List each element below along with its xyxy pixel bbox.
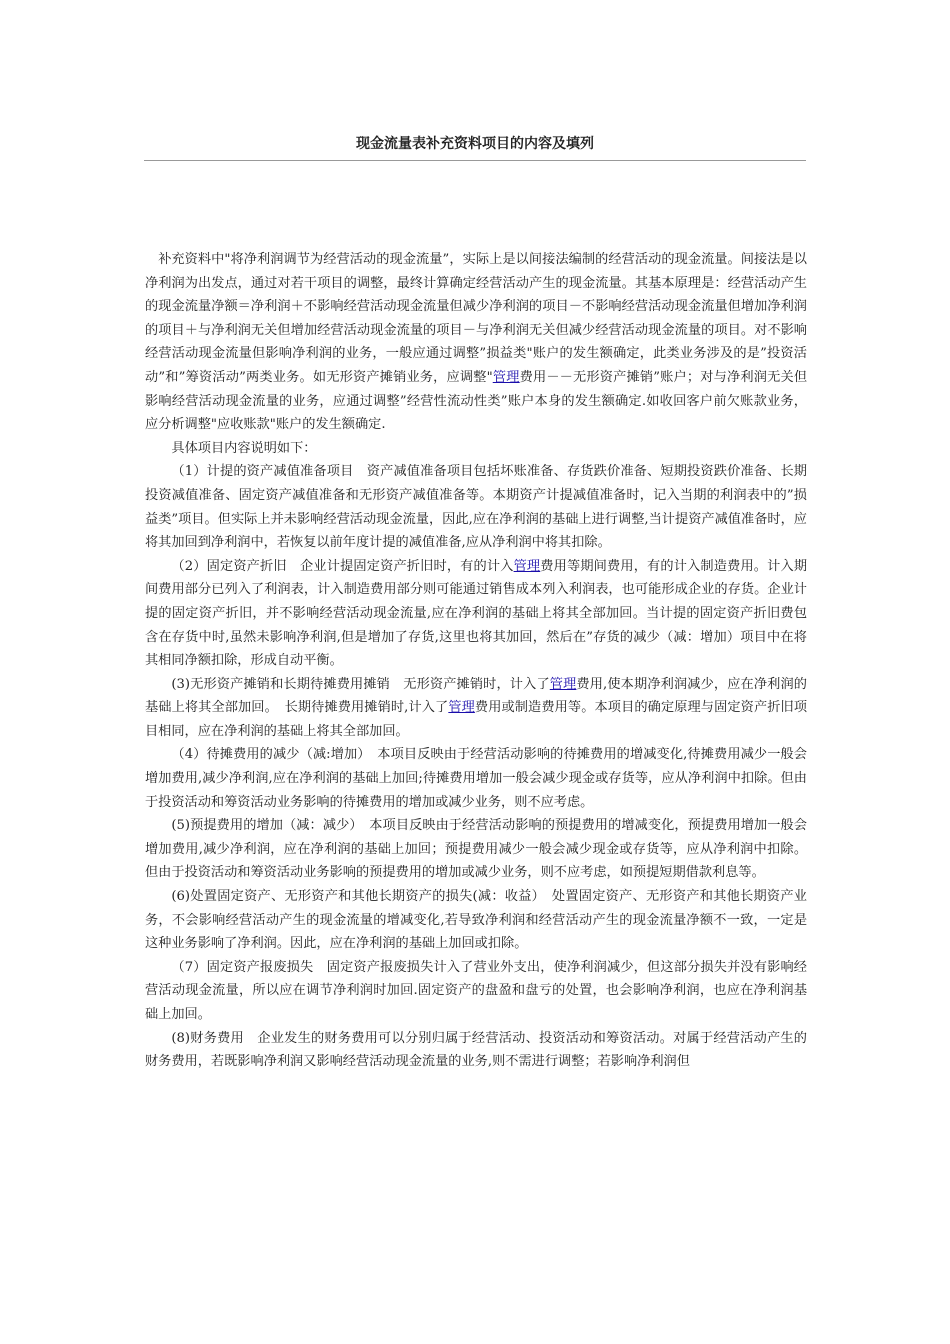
paragraph-text: （2）固定资产折旧 企业计提固定资产折旧时，有的计入 [171, 558, 514, 574]
management-link[interactable]: 管理 [513, 558, 541, 574]
paragraph-item-2 [145, 555, 807, 673]
paragraph-item-3 [145, 673, 807, 744]
document-body [145, 248, 807, 1074]
paragraph-text: 费用,使本期净利润减少，应在净利润的基础上将其全部加回。 长期待摊费用摊销时,计入了 [145, 676, 807, 716]
paragraph-text: (3)无形资产摊销和长期待摊费用摊销 无形资产摊销时，计入了 [171, 676, 550, 692]
paragraph-intro [145, 248, 807, 437]
management-link[interactable]: 管理 [549, 676, 577, 692]
paragraph-item-8: (8)财务费用 企业发生的财务费用可以分别归属于经营活动、投资活动和筹资活动。对属于经营活动产生的财务费用，若既影响净利润又影响经营活动现金流量的业务,则不需进行调整；若影响净利润但 [145, 1030, 807, 1070]
paragraph-text: 补充资料中"将净利润调节为经营活动的现金流量”，实际上是以间接法编制的经营活动的现金流量。间接法是以净利润为出发点，通过对若干项目的调整，最终计算确定经营活动产生的现金流量。其基本原理是：经营活动产生的现金流量净额＝净利润＋不影响经营活动现金流量但减少净利润的项目－不影响经营活动现金流量但增加净利润的项目＋与净利润无关但增加经营活动现金流量的项目－与净利润无关但减少经营活动现金流量的项目。对不影响经营活动现金流量但影响净利润的业务，一般应通过调整”损益类"账户的发生额确定，此类业务涉及的是”投资活动”和”筹资活动”两类业务。如无形资产摊销业务，应调整" [145, 252, 807, 385]
paragraph-items-heading: 具体项目内容说明如下： [171, 440, 317, 456]
paragraph-item-4: （4）待摊费用的减少（减:增加） 本项目反映由于经营活动影响的待摊费用的增减变化,待摊费用减少一般会增加费用,减少净利润,应在净利润的基础上加回;待摊费用增加一般会减少现金或存货等，应从净利润中扣除。但由于投资活动和筹资活动业务影响的待摊费用的增加或减少业务，则不应考虑。 [145, 747, 807, 810]
management-link[interactable]: 管理 [492, 369, 520, 385]
paragraph-text: 费用或制造费用等。本项目的确定原理与固定资产折旧项目相同，应在净利润的基础上将其全部加回。 [145, 700, 808, 739]
paragraph-item-7: （7）固定资产报废损失 固定资产报废损失计入了营业外支出，使净利润减少，但这部分损失并没有影响经营活动现金流量，所以应在调节净利润时加回.固定资产的盘盈和盘亏的处置，也会影响净利润，也应在净利润基础上加回。 [145, 959, 807, 1022]
paragraph-text: 费用等期间费用，有的计入制造费用。计入期间费用部分已列入了利润表，计入制造费用部分则可能通过销售成本列入利润表，也可能形成企业的存货。企业计提的固定资产折旧，并不影响经营活动现金流量,应在净利润的基础上将其全部加回。当计提的固定资产折旧费包含在存货中时,虽然未影响净利润,但是增加了存货,这里也将其加回，然后在”存货的减少（减：增加）项目中在将其相同净额扣除，形成自动平衡。 [145, 558, 808, 669]
title-divider [144, 160, 806, 161]
paragraph-item-1: （1）计提的资产减值准备项目 资产减值准备项目包括坏账准备、存货跌价准备、短期投资跌价准备、长期投资减值准备、固定资产减值准备和无形资产减值准备等。本期资产计提减值准备时，记入当期的利润表中的”损益类”项目。但实际上并未影响经营活动现金流量，因此,应在净利润的基础上进行调整,当计提资产减值准备时，应将其加回到净利润中，若恢复以前年度计提的减值准备,应从净利润中将其扣除。 [145, 464, 807, 551]
page-title: 现金流量表补充资料项目的内容及填列 [356, 136, 594, 152]
management-link[interactable]: 管理 [448, 700, 475, 716]
paragraph-item-6: (6)处置固定资产、无形资产和其他长期资产的损失(减：收益） 处置固定资产、无形资产和其他长期资产业务，不会影响经营活动产生的现金流量的增减变化,若导致净利润和经营活动产生的现金流量净额不一致，一定是这种业务影响了净利润。因此，应在净利润的基础上加回或扣除。 [145, 889, 807, 952]
paragraph-text: 费用－－无形资产摊销”账户；对与净利润无关但影响经营活动现金流量的业务，应通过调整”经营性流动性类”账户本身的发生额确定.如收回客户前欠账款业务，应分析调整"应收账款"账户的发生额确定. [145, 369, 808, 433]
paragraph-item-5: (5)预提费用的增加（减：减少） 本项目反映由于经营活动影响的预提费用的增减变化，预提费用增加一般会增加费用,减少净利润，应在净利润的基础上加回；预提费用减少一般会减少现金或存货等，应从净利润中扣除。但由于投资活动和筹资活动业务影响的预提费用的增加或减少业务，则不应考虑，如预提短期借款利息等。 [145, 818, 807, 881]
